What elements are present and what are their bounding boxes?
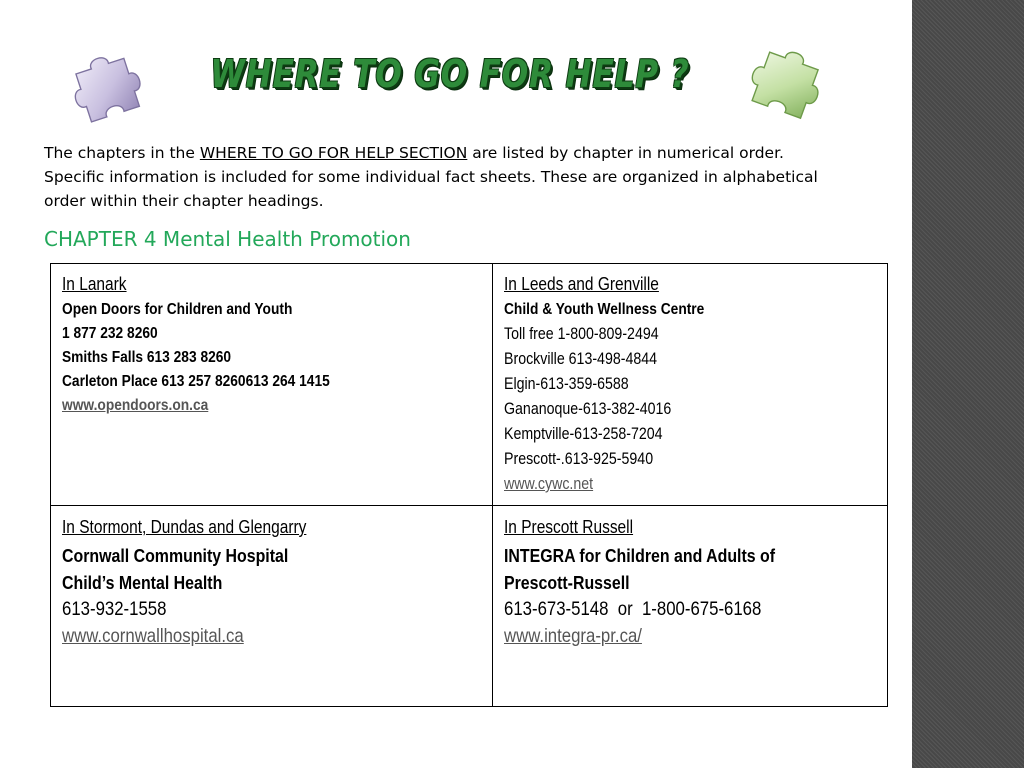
intro-text-after: are listed by chapter in numerical order. Specific information is included for some individual fact sheets. These are organized in alphabetical order within their chapter headings. [44, 144, 818, 210]
help-contacts-table [50, 263, 888, 707]
stormont-cell [51, 506, 493, 707]
leeds-phone-line: Elgin-613-359-6588 [504, 375, 629, 393]
stormont-org-name-line2: Child’s Mental Health [62, 572, 223, 593]
table-row [51, 264, 888, 506]
prescott-org-name-line2: Prescott-Russell [504, 572, 630, 593]
lanark-phone-tollfree: 1 877 232 8260 [62, 325, 158, 342]
stormont-website-link[interactable]: www.cornwallhospital.ca [62, 625, 244, 647]
prescott-phone: 613-673-5148 or 1-800-675-6168 [504, 598, 762, 620]
page-title: WHERE TO GO FOR HELP ? [210, 52, 690, 96]
prescott-website-link[interactable]: www.integra-pr.ca/ [504, 625, 642, 647]
decorative-side-strip [912, 0, 1024, 768]
lanark-org-name: Open Doors for Children and Youth [62, 301, 293, 318]
prescott-org-name-line1: INTEGRA for Children and Adults of [504, 545, 776, 566]
table-row [51, 506, 888, 707]
prescott-cell [493, 506, 888, 707]
leeds-website-link[interactable]: www.cywc.net [504, 475, 594, 493]
lanark-phone-carleton-place: Carleton Place 613 257 8260613 264 1415 [62, 373, 330, 390]
intro-paragraph [44, 141, 824, 213]
lanark-cell [51, 264, 493, 506]
leeds-phone-line: Gananoque-613-382-4016 [504, 400, 672, 418]
leeds-org-name: Child & Youth Wellness Centre [504, 301, 705, 318]
leeds-phone-line: Brockville 613-498-4844 [504, 350, 658, 368]
leeds-phone-line: Kemptville-613-258-7204 [504, 425, 663, 443]
section-link[interactable]: WHERE TO GO FOR HELP SECTION [199, 144, 468, 162]
stormont-phone: 613-932-1558 [62, 598, 167, 620]
prescott-heading: In Prescott Russell [504, 517, 634, 537]
stormont-heading: In Stormont, Dundas and Glengarry [62, 517, 307, 537]
leeds-cell [493, 264, 888, 506]
lanark-website-link[interactable]: www.opendoors.on.ca [62, 397, 209, 414]
chapter-heading: CHAPTER 4 Mental Health Promotion [44, 227, 411, 251]
leeds-heading: In Leeds and Grenville [504, 274, 659, 294]
puzzle-piece-green-icon [740, 34, 834, 126]
puzzle-piece-lavender-icon [58, 40, 154, 130]
lanark-phone-smiths-falls: Smiths Falls 613 283 8260 [62, 349, 232, 366]
leeds-phone-line: Prescott-.613-925-5940 [504, 450, 654, 468]
stormont-org-name-line1: Cornwall Community Hospital [62, 545, 289, 566]
intro-text-before: The chapters in the [44, 144, 200, 162]
lanark-heading: In Lanark [62, 274, 127, 294]
leeds-phone-line: Toll free 1-800-809-2494 [504, 325, 659, 343]
